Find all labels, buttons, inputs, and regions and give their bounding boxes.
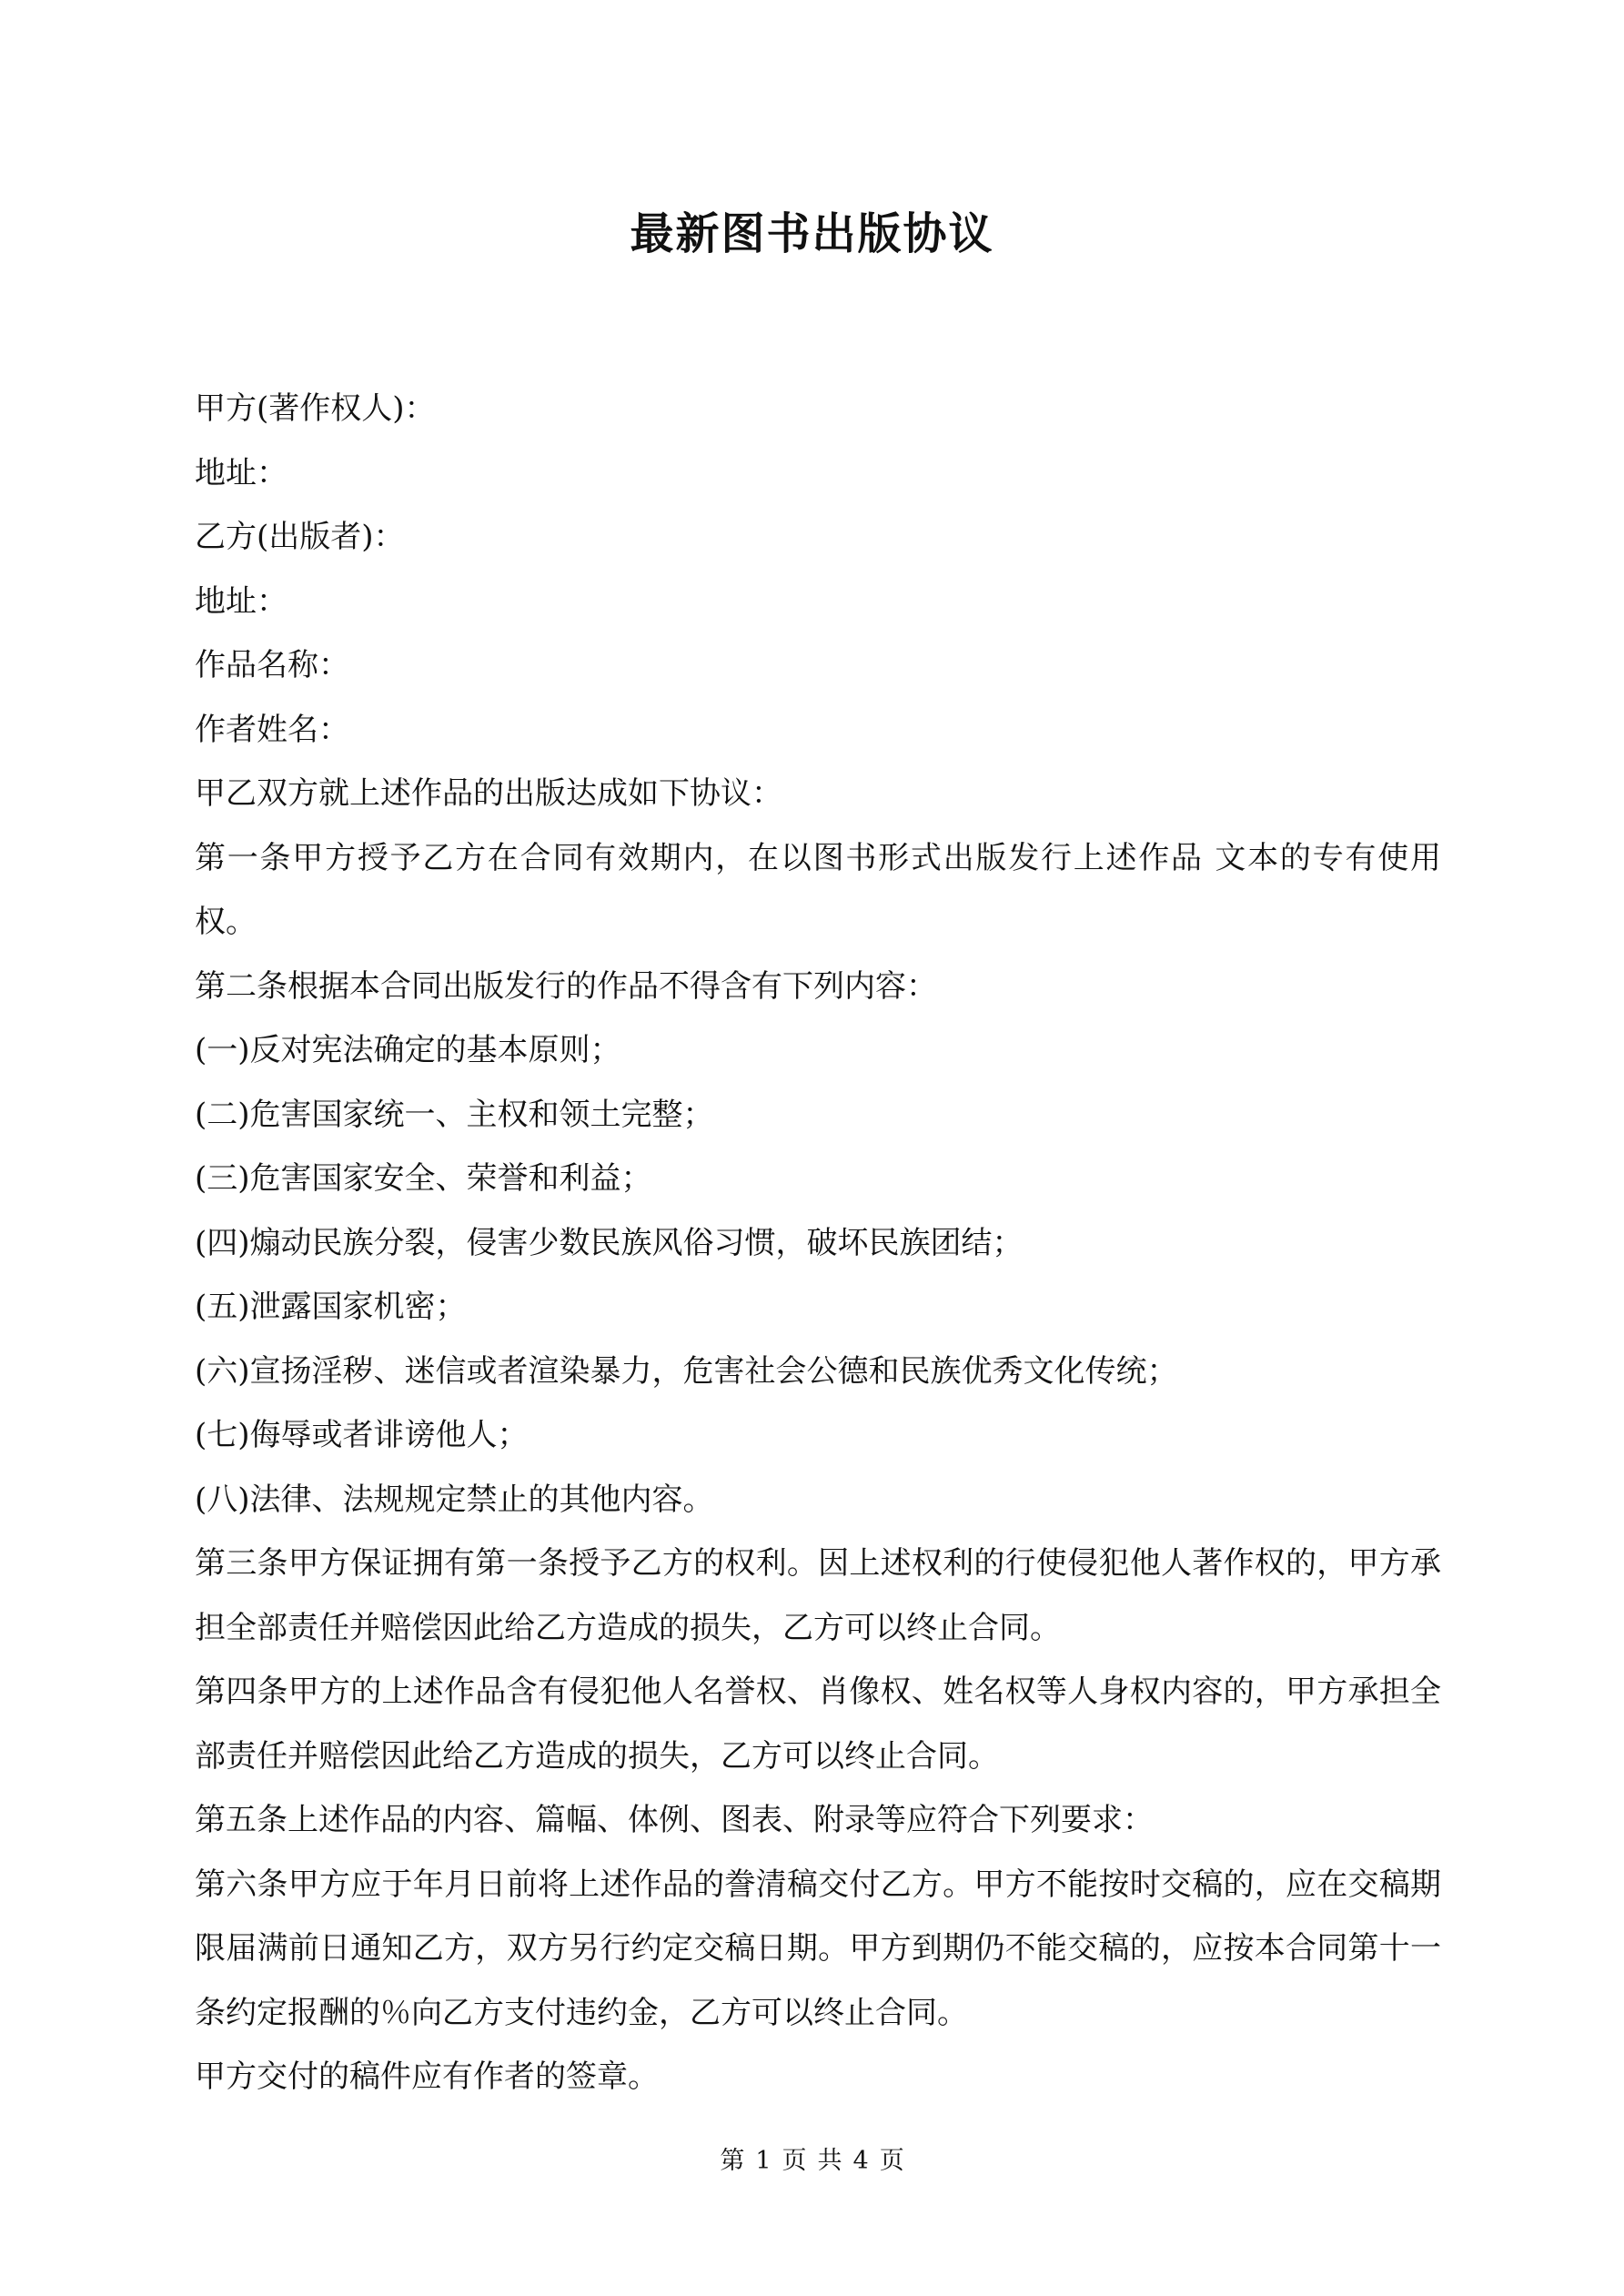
article-6: 第六条甲方应于年月日前将上述作品的誊清稿交付乙方。甲方不能按时交稿的，应在交稿期限届满前日通知乙方，双方另行约定交稿日期。甲方到期仍不能交稿的，应按本合同第十一条约定报酬的％向乙方支付违约金，乙方可以终止合同。 bbox=[195, 1866, 1441, 2031]
article-2-item-6: (六)宣扬淫秽、迷信或者渲染暴力，危害社会公德和民族优秀文化传统； bbox=[195, 1352, 1178, 1390]
footer-prefix: 第 bbox=[720, 2147, 745, 2175]
footer-page-word: 页 bbox=[782, 2147, 807, 2175]
document-title: 最新图书出版协议 bbox=[630, 208, 994, 259]
document-body bbox=[195, 377, 1441, 2109]
article-1: 第一条甲方授予乙方在合同有效期内，在以图书形式出版发行上述作品 文本的专有使用权。 bbox=[195, 839, 1441, 940]
page-number-footer bbox=[0, 2143, 1624, 2180]
footer-page-suffix: 页 bbox=[879, 2147, 904, 2175]
signature-requirement: 甲方交付的稿件应有作者的签章。 bbox=[195, 2058, 659, 2095]
party-b-line: 乙方(出版者)： bbox=[195, 519, 405, 555]
author-name-line: 作者姓名： bbox=[195, 711, 349, 748]
article-2-item-4: (四)煽动民族分裂，侵害少数民族风俗习惯，破坏民族团结； bbox=[195, 1224, 1024, 1261]
footer-current-page: 1 bbox=[755, 2147, 772, 2175]
article-3: 第三条甲方保证拥有第一条授予乙方的权利。因上述权利的行使侵犯他人著作权的，甲方承担全部责任并赔偿因此给乙方造成的损失，乙方可以终止合同。 bbox=[195, 1545, 1441, 1646]
party-b-address-line: 地址： bbox=[195, 582, 287, 620]
agreement-intro: 甲乙双方就上述作品的出版达成如下协议： bbox=[195, 775, 782, 812]
party-a-address-line: 地址： bbox=[195, 454, 287, 491]
article-2-item-3: (三)危害国家安全、荣誉和利益； bbox=[195, 1160, 652, 1197]
party-a-line: 甲方(著作权人)： bbox=[195, 390, 436, 427]
footer-total-word: 共 bbox=[817, 2147, 842, 2175]
footer-total-pages: 4 bbox=[852, 2147, 869, 2175]
article-2-item-8: (八)法律、法规规定禁止的其他内容。 bbox=[195, 1481, 714, 1518]
article-4: 第四条甲方的上述作品含有侵犯他人名誉权、肖像权、姓名权等人身权内容的，甲方承担全部责任并赔偿因此给乙方造成的损失，乙方可以终止合同。 bbox=[195, 1674, 1441, 1775]
article-2-item-1: (一)反对宪法确定的基本原则； bbox=[195, 1032, 621, 1068]
article-5: 第五条上述作品的内容、篇幅、体例、图表、附录等应符合下列要求： bbox=[195, 1802, 1154, 1838]
article-2-item-7: (七)侮辱或者诽谤他人； bbox=[195, 1417, 529, 1453]
article-2-item-2: (二)危害国家统一、主权和领土完整； bbox=[195, 1096, 714, 1133]
article-2: 第二条根据本合同出版发行的作品不得含有下列内容： bbox=[195, 967, 937, 1005]
work-title-line: 作品名称： bbox=[195, 647, 349, 683]
article-2-item-5: (五)泄露国家机密； bbox=[195, 1289, 467, 1325]
